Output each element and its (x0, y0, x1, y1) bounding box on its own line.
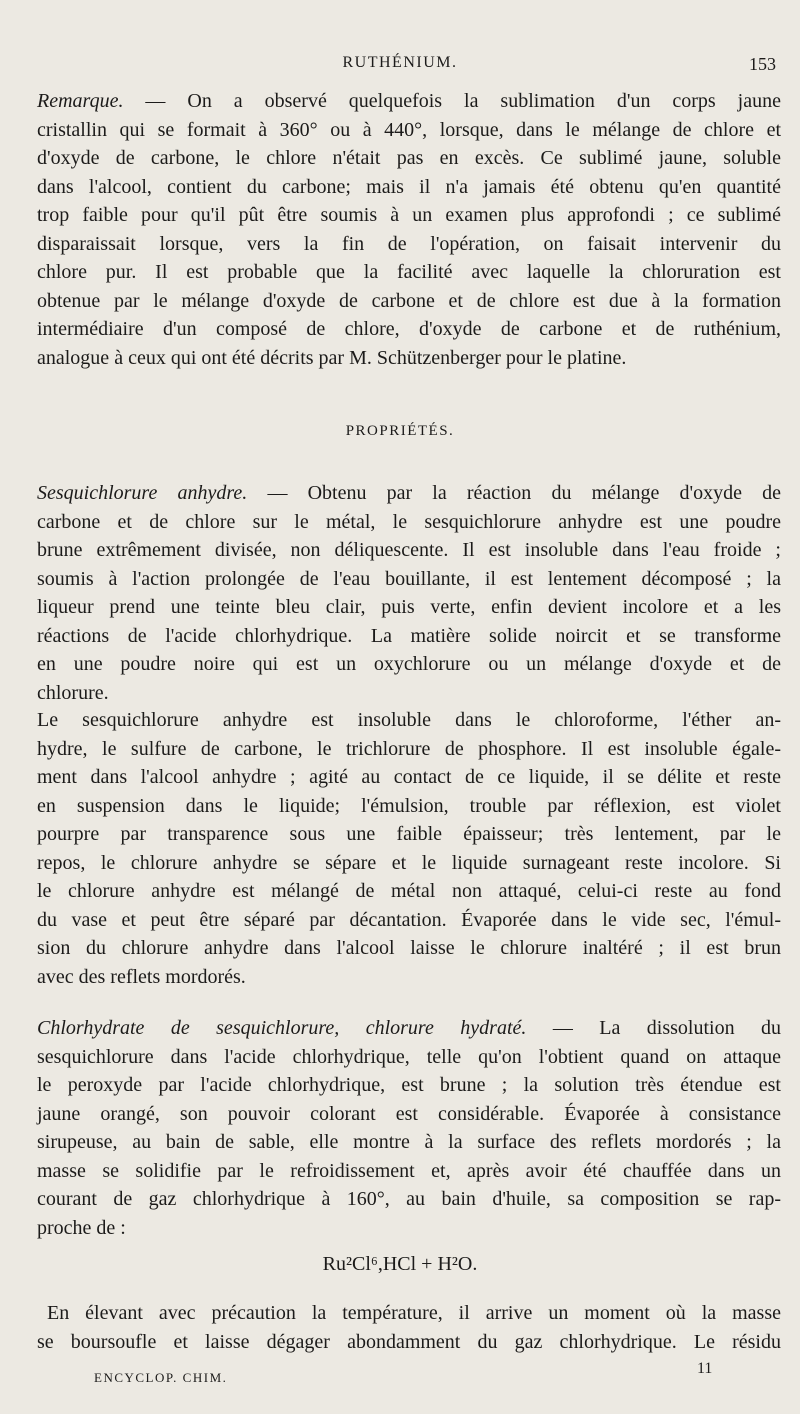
text-line: brune extrêmement divisée, non déliquescente. Il est insoluble dans l'eau froide ; (37, 539, 781, 561)
text-line: Remarque. — On a observé quelquefois la sublimation d'un corps jaune (37, 90, 781, 112)
text-line: jaune orangé, son pouvoir colorant est considérable. Évaporée à consistance (37, 1102, 781, 1125)
text-line: trop faible pour qu'il pût être soumis à un examen plus approfondi ; ce sublimé (37, 204, 781, 226)
paragraph-solubility (37, 706, 781, 991)
text-line: chlore pur. Il est probable que la facilité avec laquelle la chloruration est (37, 261, 781, 283)
text-line: en une poudre noire qui est un oxychlorure ou un mélange d'oxyde et de (37, 653, 781, 675)
footer-encyclopedia: ENCYCLOP. CHIM. (94, 1370, 228, 1385)
text-line: hydre, le sulfure de carbone, le trichlorure de phosphore. Il est insoluble égale- (37, 737, 781, 760)
text-line: obtenue par le mélange d'oxyde de carbone et de chlore est due à la formation (37, 289, 781, 312)
paragraph-lead: Sesquichlorure anhydre. (37, 482, 248, 504)
text-line: disparaissait lorsque, vers la fin de l'opération, on faisait intervenir du (37, 232, 781, 255)
text-line: pourpre par transparence sous une faible épaisseur; très lentement, par le (37, 823, 781, 845)
text-line: Chlorhydrate de sesquichlorure, chlorure hydraté. — La dissolution du (37, 1017, 782, 1039)
text-line: réactions de l'acide chlorhydrique. La matière solide noircit et se transforme (37, 624, 781, 647)
running-title: RUTHÉNIUM. (342, 54, 458, 71)
text-line: En élevant avec précaution la température, il arrive un moment où la masse (47, 1302, 781, 1324)
page-number: 153 (749, 54, 776, 74)
text-line: avec des reflets mordorés. (37, 965, 246, 988)
text-line: d'oxyde de carbone, le chlore n'était pas en excès. Ce sublimé jaune, soluble (37, 147, 781, 169)
footer-signature: 11 (697, 1360, 713, 1377)
text-line: sion du chlorure anhydre dans l'alcool laisse le chlorure inaltéré ; il est brun (37, 937, 781, 959)
text-line: ment dans l'alcool anhydre ; agité au contact de ce liquide, il se délite et reste (37, 766, 781, 788)
text-line: sesquichlorure dans l'acide chlorhydrique, telle qu'on l'obtient quand on attaque (37, 1045, 781, 1068)
text-line: proche de : (37, 1216, 126, 1239)
text-line: dans l'alcool, contient du carbone; mais il n'a jamais été obtenu qu'en quantité (37, 175, 781, 198)
text-line: analogue à ceux qui ont été décrits par M. Schützenberger pour le platine. (37, 346, 627, 369)
text-line: Le sesquichlorure anhydre est insoluble dans le chloroforme, l'éther an- (37, 709, 781, 731)
chemical-formula: Ru²Cl⁶,HCl + H²O. (322, 1253, 478, 1275)
text-line: soumis à l'action prolongée de l'eau bouillante, il est lentement décomposé ; la (37, 567, 781, 590)
text-line: repos, le chlorure anhydre se sépare et le liquide surnageant reste incolore. Si (37, 851, 781, 874)
text-line: Sesquichlorure anhydre. — Obtenu par la réaction du mélange d'oxyde de (37, 482, 781, 504)
text-line: liqueur prend une teinte bleu clair, puis verte, enfin devient incolore et a les (37, 596, 781, 618)
paragraph-sesquichlorure (37, 479, 781, 707)
paragraph-chlorhydrate (37, 1014, 781, 1242)
text-line: en suspension dans le liquide; l'émulsion, trouble par réflexion, est violet (37, 794, 781, 817)
paragraph-lead: Remarque. (37, 90, 124, 112)
text-line: le peroxyde par l'acide chlorhydrique, est brune ; la solution très étendue est (37, 1074, 781, 1096)
section-heading: PROPRIÉTÉS. (345, 423, 455, 439)
text-line: courant de gaz chlorhydrique à 160°, au bain d'huile, sa composition se rap- (37, 1188, 781, 1210)
text-line: intermédiaire d'un composé de chlore, d'oxyde de carbone et de ruthénium, (37, 318, 781, 340)
paragraph-lead: Chlorhydrate de sesquichlorure, chlorure hydraté. (37, 1017, 527, 1039)
paragraph-final (37, 1299, 781, 1356)
text-line: cristallin qui se formait à 360° ou à 440°, lorsque, dans le mélange de chlore et (37, 118, 781, 141)
text-line: chlorure. (37, 681, 109, 704)
text-line: masse se solidifie par le refroidissement et, après avoir été chauffée dans un (37, 1159, 781, 1182)
text-line: se boursoufle et laisse dégager abondamment du gaz chlorhydrique. Le résidu (37, 1330, 781, 1353)
text-line: le chlorure anhydre est mélangé de métal non attaqué, celui-ci reste au fond (37, 880, 781, 902)
text-line: sirupeuse, au bain de sable, elle montre à la surface des reflets mordorés ; la (37, 1131, 781, 1153)
text-line: carbone et de chlore sur le métal, le sesquichlorure anhydre est une poudre (37, 510, 781, 533)
text-line: du vase et peut être séparé par décantation. Évaporée dans le vide sec, l'émul- (37, 908, 781, 931)
paragraph-remarque (37, 87, 781, 372)
